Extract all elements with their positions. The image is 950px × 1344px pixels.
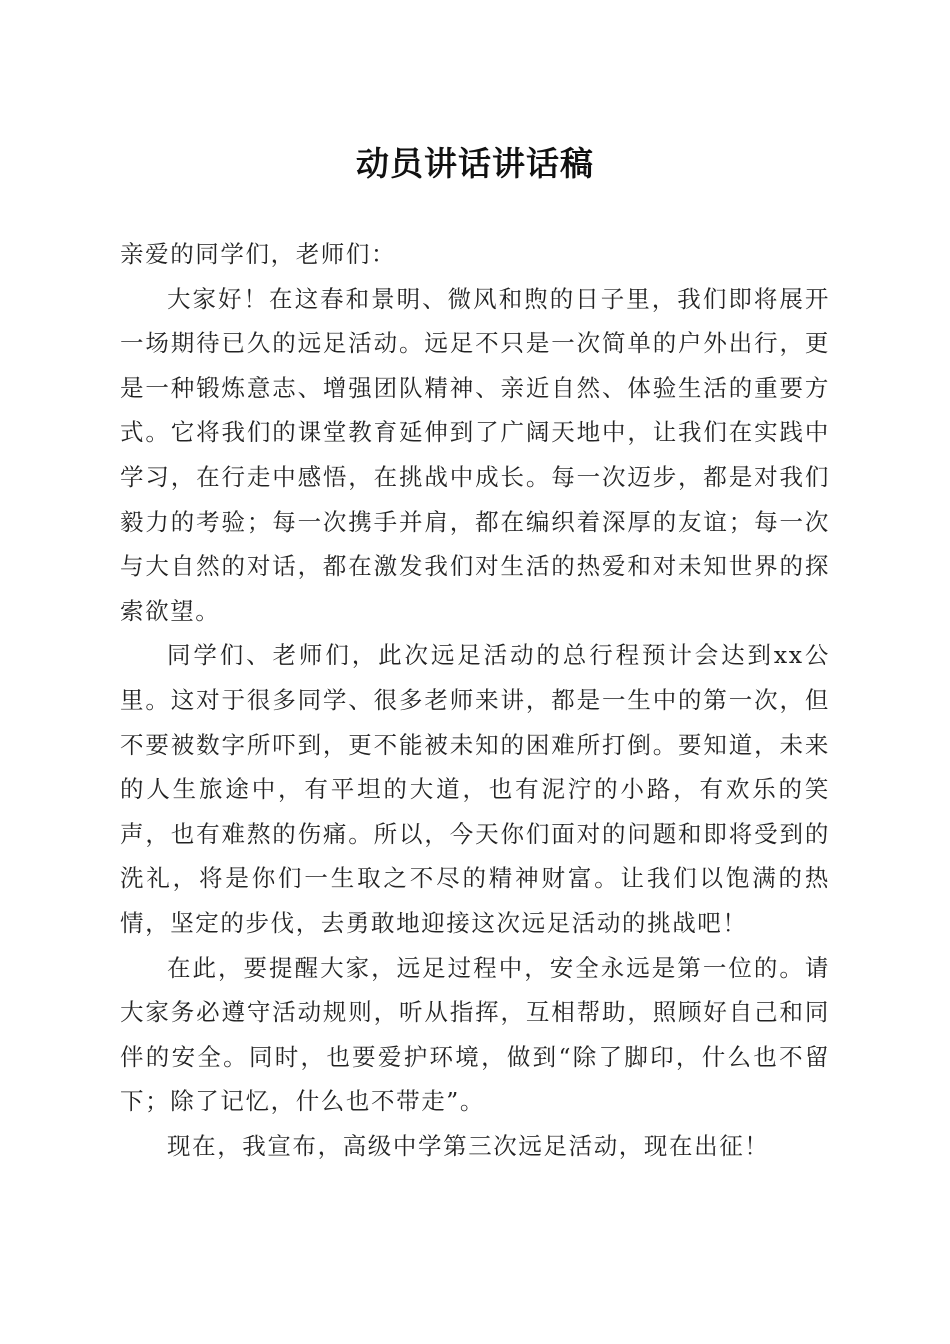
greeting-line: 亲爱的同学们，老师们： [120,240,397,268]
document-title: 动员讲话讲话稿 [356,144,594,183]
paragraph-1: 大家好！在这春和景明、微风和煦的日子里，我们即将展开一场期待已久的远足活动。远足不只是一次简单的户外出行，更是一种锻炼意志、增强团队精神、亲近自然、体验生活的重要方式。它将我们的课堂教育延伸到了广阔天地中，让我们在实践中学习，在行走中感悟，在挑战中成长。每一次迈步，都是对我们毅力的考验；每一次携手并肩，都在编织着深厚的友谊；每一次与大自然的对话，都在激发我们对生活的热爱和对未知世界的探索欲望。 [120,284,830,625]
paragraph-3: 在此，要提醒大家，远足过程中，安全永远是第一位的。请大家务必遵守活动规则，听从指挥，互相帮助，照顾好自己和同伴的安全。同时，也要爱护环境，做到“除了脚印，什么也不留下；除了记忆，什么也不带走”。 [120,953,830,1116]
document-body [120,232,830,1168]
paragraph-4: 现在，我宣布，高级中学第三次远足活动，现在出征！ [167,1131,770,1160]
paragraph-2: 同学们、老师们，此次远足活动的总行程预计会达到xx公里。这对于很多同学、很多老师来讲，都是一生中的第一次，但不要被数字所吓到，更不能被未知的困难所打倒。要知道，未来的人生旅途中，有平坦的大道，也有泥泞的小路，有欢乐的笑声，也有难熬的伤痛。所以，今天你们面对的问题和即将受到的洗礼，将是你们一生取之不尽的精神财富。让我们以饱满的热情，坚定的步伐，去勇敢地迎接这次远足活动的挑战吧！ [120,641,830,937]
